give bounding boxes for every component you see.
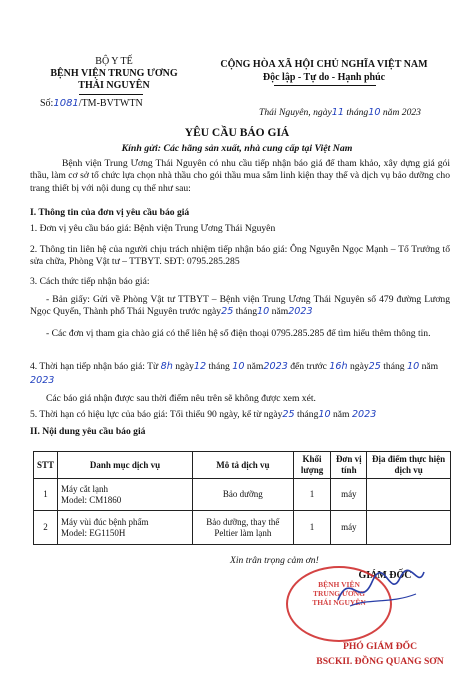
col-header-quantity: Khối lượng <box>293 452 331 479</box>
row-description: Bảo dưỡng <box>193 479 294 511</box>
col-header-service: Danh mục dịch vụ <box>58 452 193 479</box>
ministry-name: BỘ Y TẾ <box>95 56 133 67</box>
row-quantity: 1 <box>293 511 331 545</box>
section1-heading: I. Thông tin của đơn vị yêu cầu báo giá <box>30 207 190 218</box>
row-stt: 1 <box>34 479 58 511</box>
row-stt: 2 <box>34 511 58 545</box>
col-header-description: Mô tả dịch vụ <box>193 452 294 479</box>
addressee: Kính gửi: Các hãng sản xuất, nhà cung cấp tại Việt Nam <box>121 143 353 154</box>
signature-role: GIÁM ĐỐC <box>358 570 412 581</box>
document-title: YÊU CẦU BÁO GIÁ <box>184 127 290 139</box>
row-location <box>367 479 451 511</box>
signer-name: BSCKII. ĐỒNG QUANG SƠN <box>316 656 444 667</box>
table-row <box>34 479 451 511</box>
section1-item3a: - Bản giấy: Gửi về Phòng Vật tư TTBYT – Bệnh viện Trung Ương Thái Nguyên số 479 đường Lương Ngọc Quyến, Thành phố Thái Nguyên trước ngày25 tháng10 năm2023 <box>30 294 450 318</box>
row-service: Máy cắt lạnh Model: CM1860 <box>58 479 193 511</box>
quote-request-table <box>33 451 451 545</box>
section1-item4-note: Các báo giá nhận được sau thời điểm nêu trên sẽ không được xem xét. <box>46 393 316 404</box>
closing-text: Xin trân trọng cảm ơn! <box>230 555 319 566</box>
section1-item2: 2. Thông tin liên hệ của người chịu trách nhiệm tiếp nhận báo giá: Ông Nguyễn Ngọc Mạnh – Tổ Trưởng tổ sửa chữa, Phòng Vật tư – TTBYT. SĐT: 0795.285.285 <box>30 244 450 268</box>
section1-item3: 3. Cách thức tiếp nhận báo giá: <box>30 276 150 287</box>
section1-item5: 5. Thời hạn có hiệu lực của báo giá: Tối thiểu 90 ngày, kể từ ngày25 tháng10 năm 2023 <box>30 409 377 420</box>
hospital-seal: BỆNH VIỆN TRUNG ƯƠNG THÁI NGUYÊN <box>286 566 392 642</box>
section2-heading: II. Nội dung yêu cầu báo giá <box>30 426 146 437</box>
row-description: Bảo dưỡng, thay thế Peltier làm lạnh <box>193 511 294 545</box>
handwritten-signature <box>330 560 430 620</box>
issue-date: Thái Nguyên, ngày11 tháng10 năm 2023 <box>259 107 421 118</box>
section1-item1: 1. Đơn vị yêu cầu báo giá: Bệnh viện Trung Ương Thái Nguyên <box>30 223 276 234</box>
col-header-location: Địa điểm thực hiện dịch vụ <box>367 452 451 479</box>
deputy-title: PHÓ GIÁM ĐỐC <box>342 641 418 652</box>
row-unit: máy <box>331 511 367 545</box>
intro-paragraph: Bệnh viện Trung Ương Thái Nguyên có nhu cầu tiếp nhận báo giá để tham khảo, xây dựng giá gói thầu, làm cơ sở tổ chức lựa chọn nhà thầu cho gói thầu mua sắm linh kiện thay thế và dịch vụ bảo dưỡng cho trang thiết bị với nội dung cụ thể như sau: <box>30 158 450 194</box>
table-row <box>34 511 451 545</box>
national-motto: Độc lập - Tự do - Hạnh phúc <box>262 72 386 83</box>
col-header-unit: Đơn vị tính <box>331 452 367 479</box>
row-service: Máy vùi đúc bệnh phẩm Model: EG1150H <box>58 511 193 545</box>
section1-item4: 4. Thời hạn tiếp nhận báo giá: Từ 8h ngày12 tháng 10 năm2023 đến trước 16h ngày25 tháng 10 năm 2023 <box>30 361 439 386</box>
row-unit: máy <box>331 479 367 511</box>
hospital-name-line1: BỆNH VIỆN TRUNG ƯƠNG <box>50 68 178 79</box>
hospital-name-line2: THÁI NGUYÊN <box>78 80 150 91</box>
col-header-stt: STT <box>34 452 58 479</box>
row-location <box>367 511 451 545</box>
republic-name: CỘNG HÒA XÃ HỘI CHỦ NGHĨA VIỆT NAM <box>220 59 428 70</box>
table-header-row <box>34 452 451 479</box>
row-quantity: 1 <box>293 479 331 511</box>
doc-number: Số:1081/TM-BVTWTN <box>40 98 143 109</box>
section1-item3b: - Các đơn vị tham gia chào giá có thể liên hệ số điện thoại 0795.285.285 để tìm hiểu thêm thông tin. <box>46 328 431 339</box>
